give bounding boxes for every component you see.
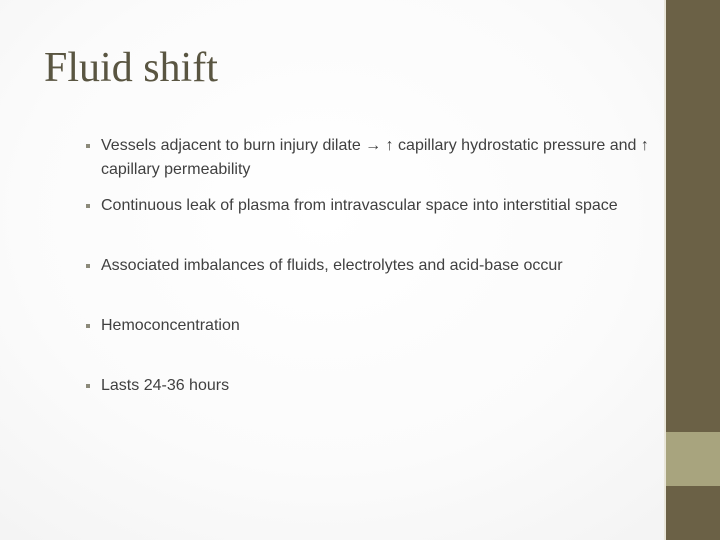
- bullet-text: Lasts 24-36 hours: [101, 377, 230, 394]
- list-item: [82, 134, 654, 182]
- bullet-list: [82, 134, 654, 434]
- accent-sidebar-block: [666, 432, 720, 486]
- list-item: [82, 314, 654, 362]
- bullet-marker-icon: [86, 324, 90, 328]
- bullet-marker-icon: [86, 144, 90, 148]
- bullet-marker-icon: [86, 264, 90, 268]
- list-item: [82, 194, 654, 242]
- list-item: [82, 374, 654, 422]
- bullet-marker-icon: [86, 204, 90, 208]
- list-item: [82, 254, 654, 302]
- bullet-text: Continuous leak of plasma from intravascular space into interstitial space: [101, 197, 618, 214]
- bullet-text: Hemoconcentration: [101, 317, 240, 334]
- bullet-text: Vessels adjacent to burn injury dilate → ↑ capillary hydrostatic pressure and ↑ capillary permeability: [101, 137, 649, 178]
- slide-title: Fluid shift: [44, 45, 218, 91]
- bullet-marker-icon: [86, 384, 90, 388]
- bullet-text: Associated imbalances of fluids, electrolytes and acid-base occur: [101, 257, 563, 274]
